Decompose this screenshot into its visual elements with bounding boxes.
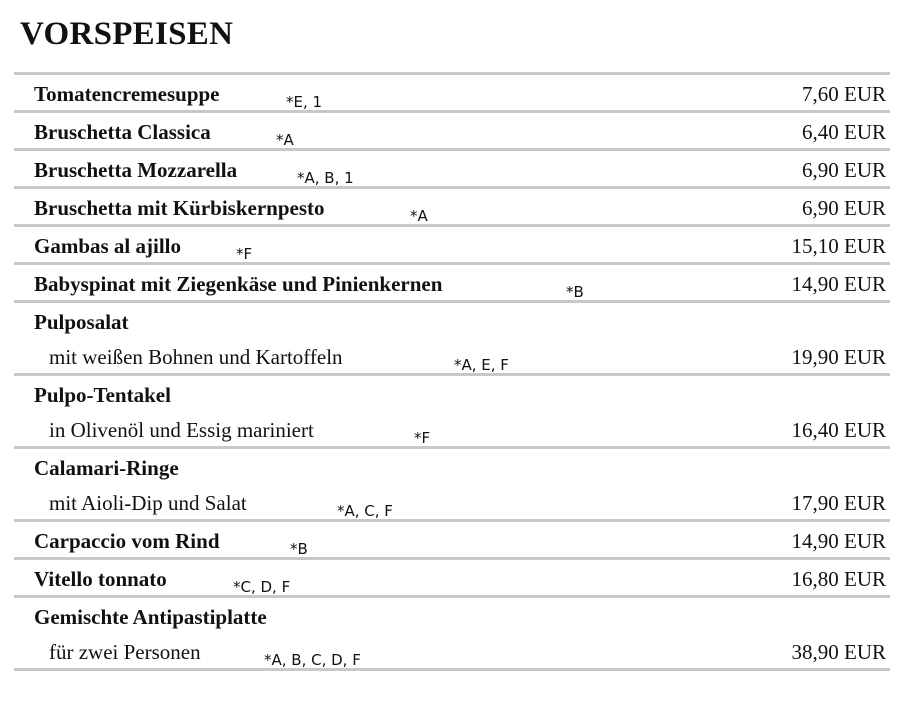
- allergen-codes: *A: [276, 131, 294, 149]
- item-name: Pulpo-Tentakel: [34, 383, 171, 407]
- item-price: 38,90 EUR: [791, 640, 886, 664]
- item-description: für zwei Personen: [49, 640, 201, 664]
- item-name: Bruschetta Mozzarella: [34, 158, 238, 182]
- item-description: mit Aioli-Dip und Salat: [49, 491, 247, 515]
- item-name: Bruschetta Classica: [34, 120, 211, 144]
- allergen-codes: *F: [414, 429, 431, 447]
- menu-item: [14, 522, 890, 557]
- section-title: VORSPEISEN: [20, 16, 234, 52]
- item-price: 19,90 EUR: [791, 345, 886, 369]
- allergen-codes: *B: [290, 540, 308, 558]
- menu-item: [14, 151, 890, 186]
- menu-item: [14, 113, 890, 148]
- menu-item: [14, 227, 890, 262]
- allergen-codes: *B: [566, 283, 584, 301]
- item-price: 6,90 EUR: [802, 158, 886, 182]
- menu-item: [14, 189, 890, 224]
- allergen-codes: *F: [236, 245, 253, 263]
- item-price: 6,90 EUR: [802, 196, 886, 220]
- menu-list: [14, 72, 890, 671]
- menu-item: [14, 376, 890, 446]
- item-name: Vitello tonnato: [34, 567, 167, 591]
- item-description: mit weißen Bohnen und Kartoffeln: [49, 345, 343, 369]
- item-name: Carpaccio vom Rind: [34, 529, 220, 553]
- menu-item: [14, 75, 890, 110]
- item-price: 15,10 EUR: [791, 234, 886, 258]
- allergen-codes: *C, D, F: [233, 578, 291, 596]
- allergen-codes: *E, 1: [286, 93, 323, 111]
- menu-item: [14, 560, 890, 595]
- item-name: Bruschetta mit Kürbiskernpesto: [34, 196, 325, 220]
- item-price: 16,40 EUR: [791, 418, 886, 442]
- item-price: 17,90 EUR: [791, 491, 886, 515]
- allergen-codes: *A, E, F: [454, 356, 509, 374]
- item-name: Babyspinat mit Ziegenkäse und Pinienkernen: [34, 272, 443, 296]
- allergen-codes: *A, B, 1: [297, 169, 354, 187]
- item-description: in Olivenöl und Essig mariniert: [49, 418, 314, 442]
- divider: [14, 668, 890, 671]
- menu-item: [14, 449, 890, 519]
- item-name: Pulposalat: [34, 310, 129, 334]
- allergen-codes: *A, C, F: [337, 502, 393, 520]
- item-name: Gemischte Antipastiplatte: [34, 605, 267, 629]
- item-price: 6,40 EUR: [802, 120, 886, 144]
- allergen-codes: *A, B, C, D, F: [264, 651, 361, 669]
- allergen-codes: *A: [410, 207, 428, 225]
- menu-item: [14, 265, 890, 300]
- item-price: 14,90 EUR: [791, 272, 886, 296]
- item-name: Tomatencremesuppe: [34, 82, 220, 106]
- menu-item: [14, 598, 890, 668]
- item-price: 7,60 EUR: [802, 82, 886, 106]
- item-name: Gambas al ajillo: [34, 234, 182, 258]
- item-name: Calamari-Ringe: [34, 456, 179, 480]
- item-price: 14,90 EUR: [791, 529, 886, 553]
- menu-item: [14, 303, 890, 373]
- item-price: 16,80 EUR: [791, 567, 886, 591]
